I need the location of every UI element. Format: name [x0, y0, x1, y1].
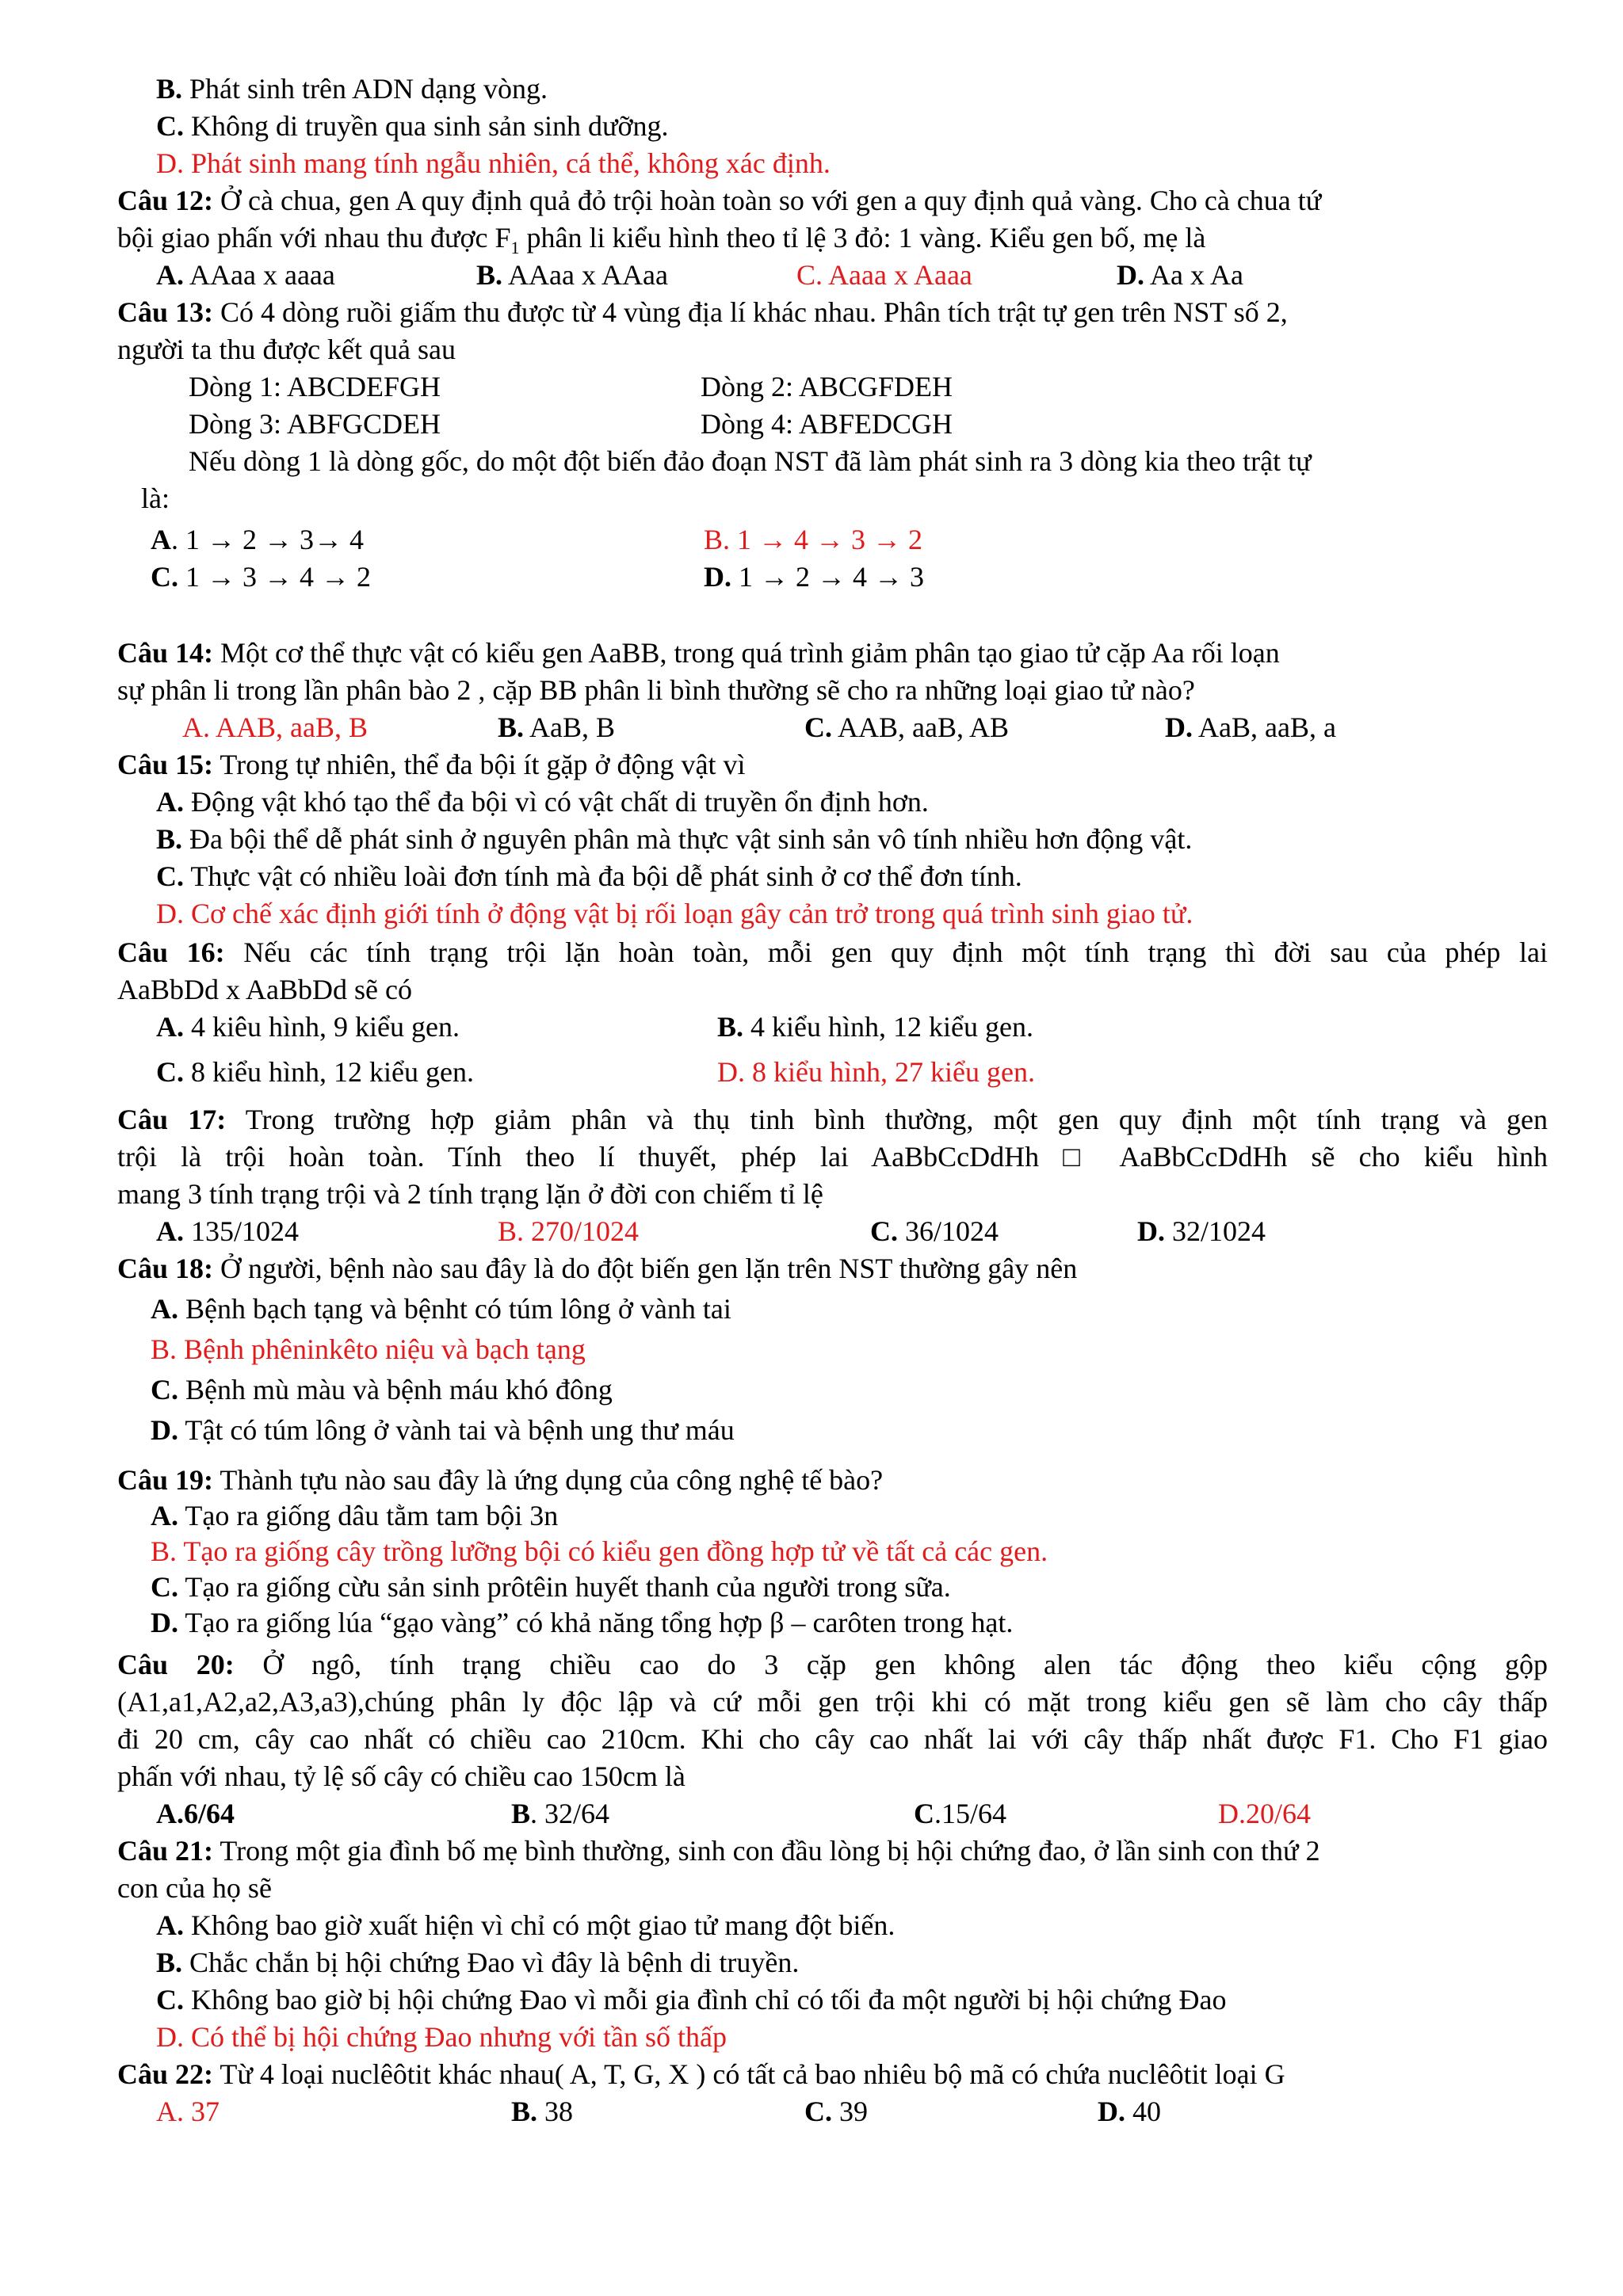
option-b: B. 38: [511, 2096, 574, 2127]
option-a: A. Tạo ra giống dâu tằm tam bội 3n: [151, 1500, 559, 1531]
question-14-stem: Câu 14: Một cơ thể thực vật có kiểu gen AaBB, trong quá trình giảm phân tạo giao tử cặp Aa rối loạn: [117, 637, 1280, 669]
question-20-stem-cont-2: đi 20 cm, cây cao nhất có chiều cao 210cm. Khi cho cây cao nhất lai với cây thấp nhất được F1. Cho F1 giao: [117, 1723, 1548, 1755]
question-17-stem: Câu 17: Trong trường hợp giảm phân và thụ tinh bình thường, một gen quy định một tính trạng và gen: [117, 1104, 1548, 1135]
question-13-stem-cont: người ta thu được kết quả sau: [117, 334, 456, 365]
option-b: B. Đa bội thể dễ phát sinh ở nguyên phân mà thực vật sinh sản vô tính nhiều hơn động vật.: [156, 823, 1193, 855]
strain-4: Dòng 4: ABFEDCGH: [701, 408, 953, 440]
correct-option-b: B. Tạo ra giống cây trồng lưỡng bội có kiểu gen đồng hợp tử về tất cả các gen.: [151, 1535, 1048, 1567]
option-a: A. Động vật khó tạo thể đa bội vì có vật chất di truyền ổn định hơn.: [156, 786, 929, 818]
option-d: D. 40: [1098, 2096, 1161, 2127]
question-12-stem-cont: bội giao phấn với nhau thu được $F_1$ phân li kiểu hình theo tỉ lệ 3 đỏ: 1 vàng. Kiểu gen bố, mẹ là: [117, 222, 1206, 258]
correct-option-b: B. 270/1024: [498, 1215, 640, 1247]
question-20-stem-end: phấn với nhau, tỷ lệ số cây có chiều cao 150cm là: [117, 1760, 685, 1792]
option-c: C. AAB, aaB, AB: [804, 711, 1010, 743]
question-13-premise-cont: là:: [141, 482, 170, 514]
correct-option-d: D. Phát sinh mang tính ngẫu nhiên, cá thể, không xác định.: [156, 147, 831, 179]
question-22-stem: Câu 22: Từ 4 loại nuclêôtit khác nhau( A, T, G, X ) có tất cả bao nhiêu bộ mã có chứa nuclêôtit loại G: [117, 2058, 1285, 2090]
option-d: D. AaB, aaB, a: [1165, 711, 1336, 743]
option-a: A. AAaa x aaaa: [156, 259, 335, 291]
option-a: A. Bệnh bạch tạng và bệnht có túm lông ở vành tai: [151, 1293, 731, 1325]
question-16-stem-cont: AaBbDd x AaBbDd sẽ có: [117, 974, 412, 1005]
correct-option-d: D. Cơ chế xác định giới tính ở động vật bị rối loạn gây cản trở trong quá trình sinh giao tử.: [156, 898, 1193, 929]
option-c: C. Tạo ra giống cừu sản sinh prôtêin huyết thanh của người trong sữa.: [151, 1571, 951, 1603]
option-c: C. 1 → 3 → 4 → 2: [151, 561, 371, 593]
option-c: C. Thực vật có nhiều loài đơn tính mà đa bội dễ phát sinh ở cơ thể đơn tính.: [156, 860, 1022, 892]
question-21-stem-cont: con của họ sẽ: [117, 1872, 272, 1904]
option-a: A. 4 kiêu hình, 9 kiểu gen.: [156, 1011, 460, 1043]
option-b: B. AAaa x AAaa: [476, 259, 668, 291]
correct-option-d: D.20/64: [1218, 1798, 1311, 1829]
question-19-stem: Câu 19: Thành tựu nào sau đây là ứng dụng của công nghệ tế bào?: [117, 1464, 884, 1496]
strain-1: Dòng 1: ABCDEFGH: [189, 371, 441, 402]
option-c: C. 36/1024: [870, 1215, 999, 1247]
option-c: C. 8 kiểu hình, 12 kiểu gen.: [156, 1056, 474, 1088]
question-13-stem: Câu 13: Có 4 dòng ruồi giấm thu được từ 4 vùng địa lí khác nhau. Phân tích trật tự gen trên NST số 2,: [117, 296, 1288, 328]
option-d: D. Tật có túm lông ở vành tai và bệnh ung thư máu: [151, 1414, 735, 1446]
option-c: C. Không di truyền qua sinh sản sinh dưỡng.: [156, 110, 669, 142]
option-d: D. 32/1024: [1137, 1215, 1266, 1247]
question-15-stem: Câu 15: Trong tự nhiên, thể đa bội ít gặp ở động vật vì: [117, 749, 746, 780]
question-20-stem-cont-1: (A1,a1,A2,a2,A3,a3),chúng phân ly độc lập và cứ mỗi gen trội khi có mặt trong kiểu gen sẽ làm cho cây thấp: [117, 1686, 1548, 1718]
strain-2: Dòng 2: ABCGFDEH: [701, 371, 953, 402]
question-16-stem: Câu 16: Nếu các tính trạng trội lặn hoàn toàn, mỗi gen quy định một tính trạng thì đời sau của phép lai: [117, 936, 1548, 968]
option-d: D. 1 → 2 → 4 → 3: [704, 561, 924, 593]
option-b: B. AaB, B: [498, 711, 616, 743]
correct-option-b: B. Bệnh phêninkêto niệu và bạch tạng: [151, 1333, 586, 1365]
correct-option-a: A. 37: [156, 2096, 220, 2127]
question-17-stem-cont: trội là trội hoàn toàn. Tính theo lí thuyết, phép lai AaBbCcDdHh □ AaBbCcDdHh sẽ cho kiểu hình: [117, 1141, 1548, 1173]
correct-option-d: D. 8 kiểu hình, 27 kiểu gen.: [717, 1056, 1035, 1088]
question-14-stem-cont: sự phân li trong lần phân bào 2 , cặp BB phân li bình thường sẽ cho ra những loại giao tử nào?: [117, 674, 1195, 706]
option-d: D. Aa x Aa: [1117, 259, 1243, 291]
correct-option-a: A. AAB, aaB, B: [182, 711, 368, 743]
question-21-stem: Câu 21: Trong một gia đình bố mẹ bình thường, sinh con đầu lòng bị hội chứng đao, ở lần sinh con thứ 2: [117, 1835, 1320, 1867]
question-12-stem: Câu 12: Ở cà chua, gen A quy định quả đỏ trội hoàn toàn so với gen a quy định quả vàng. Cho cà chua tứ: [117, 185, 1322, 216]
question-13-premise: Nếu dòng 1 là dòng gốc, do một đột biến đảo đoạn NST đã làm phát sinh ra 3 dòng kia theo trật tự: [189, 445, 1312, 477]
option-c: C. 39: [804, 2096, 868, 2127]
option-a: A.6/64: [156, 1798, 235, 1829]
option-c: C.15/64: [914, 1798, 1007, 1829]
question-17-stem-end: mang 3 tính trạng trội và 2 tính trạng lặn ở đời con chiếm tỉ lệ: [117, 1178, 823, 1210]
option-c: C. Bệnh mù màu và bệnh máu khó đông: [151, 1374, 613, 1405]
option-b: B. 4 kiểu hình, 12 kiểu gen.: [717, 1011, 1033, 1043]
strain-3: Dòng 3: ABFGCDEH: [189, 408, 441, 440]
option-a: A. 1 → 2 → 3→ 4: [151, 524, 364, 555]
correct-option-c: C. Aaaa x Aaaa: [796, 259, 972, 291]
correct-option-b: B. 1 → 4 → 3 → 2: [704, 524, 923, 555]
question-20-stem: Câu 20: Ở ngô, tính trạng chiều cao do 3 cặp gen không alen tác động theo kiểu cộng gộp: [117, 1649, 1548, 1680]
option-d: D. Tạo ra giống lúa “gạo vàng” có khả năng tổng hợp β – carôten trong hạt.: [151, 1607, 1014, 1638]
option-c: C. Không bao giờ bị hội chứng Đao vì mỗi gia đình chỉ có tối đa một người bị hội chứng Đao: [156, 1984, 1227, 2016]
option-b: B. 32/64: [511, 1798, 610, 1829]
option-a: A. Không bao giờ xuất hiện vì chỉ có một giao tử mang đột biến.: [156, 1909, 896, 1941]
option-b: B. Phát sinh trên ADN dạng vòng.: [156, 73, 548, 105]
option-b: B. Chắc chắn bị hội chứng Đao vì đây là bệnh di truyền.: [156, 1947, 800, 1978]
question-18-stem: Câu 18: Ở người, bệnh nào sau đây là do đột biến gen lặn trên NST thường gây nên: [117, 1253, 1078, 1284]
option-a: A. 135/1024: [156, 1215, 300, 1247]
correct-option-d: D. Có thể bị hội chứng Đao nhưng với tần số thấp: [156, 2021, 727, 2053]
